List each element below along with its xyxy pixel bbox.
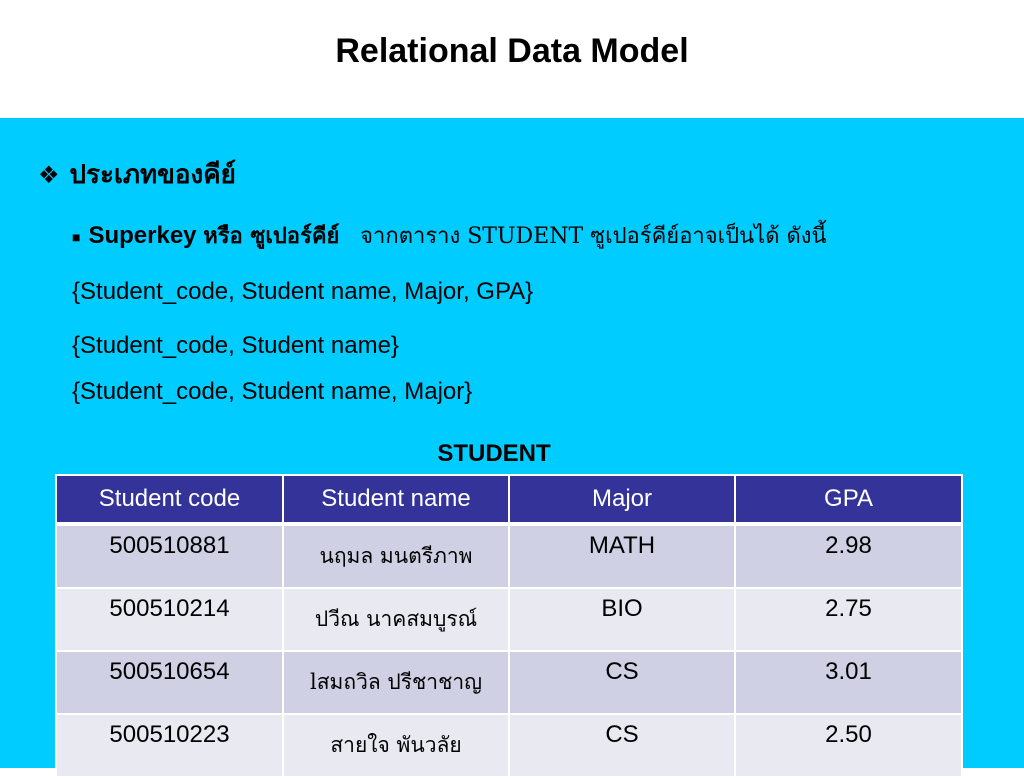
cell-student-code: 500510214 [56, 588, 283, 651]
title-area [0, 0, 1024, 118]
cell-student-code: 500510223 [56, 714, 283, 777]
table-header-row [56, 475, 962, 524]
content-area [0, 118, 1024, 768]
section-heading [38, 154, 236, 195]
table-caption: STUDENT [437, 440, 551, 467]
cell-major: MATH [509, 524, 735, 588]
cell-gpa: 2.98 [735, 524, 962, 588]
table-row [56, 651, 962, 714]
table-row [56, 588, 962, 651]
key-set-2: {Student_code, Student name} [72, 332, 399, 359]
cell-major: CS [509, 714, 735, 777]
page-title: Relational Data Model [335, 32, 689, 70]
header-major: Major [509, 475, 735, 524]
cell-student-name: ปวีณ นาคสมบูรณ์ [283, 588, 509, 651]
section-heading-text: ประเภทของคีย์ [69, 160, 236, 190]
cell-student-name: นฤมล มนตรีภาพ [283, 524, 509, 588]
cell-major: BIO [509, 588, 735, 651]
header-student-name: Student name [283, 475, 509, 524]
superkey-term: Superkey [88, 222, 197, 249]
cell-student-name: สายใจ พันวลัย [283, 714, 509, 777]
cell-student-code: 500510654 [56, 651, 283, 714]
table-row [56, 524, 962, 588]
cell-gpa: 2.75 [735, 588, 962, 651]
cell-major: CS [509, 651, 735, 714]
cell-student-name: lสมถวิล ปรีชาชาญ [283, 651, 509, 714]
cell-gpa: 3.01 [735, 651, 962, 714]
cell-gpa: 2.50 [735, 714, 962, 777]
student-table [55, 474, 963, 778]
superkey-line [72, 218, 827, 253]
square-bullet-icon: ■ [72, 228, 81, 245]
header-student-code: Student code [56, 475, 283, 524]
superkey-term-thai: หรือ ซูเปอร์คีย์ [203, 223, 340, 249]
cell-student-code: 500510881 [56, 524, 283, 588]
header-gpa: GPA [735, 475, 962, 524]
superkey-description: จากตาราง STUDENT ซูเปอร์คีย์อาจเป็นได้ ดังนี้ [360, 224, 827, 249]
key-set-3: {Student_code, Student name, Major} [72, 378, 473, 405]
key-set-1: {Student_code, Student name, Major, GPA} [72, 278, 534, 305]
diamond-bullet-icon: ❖ [38, 161, 60, 189]
